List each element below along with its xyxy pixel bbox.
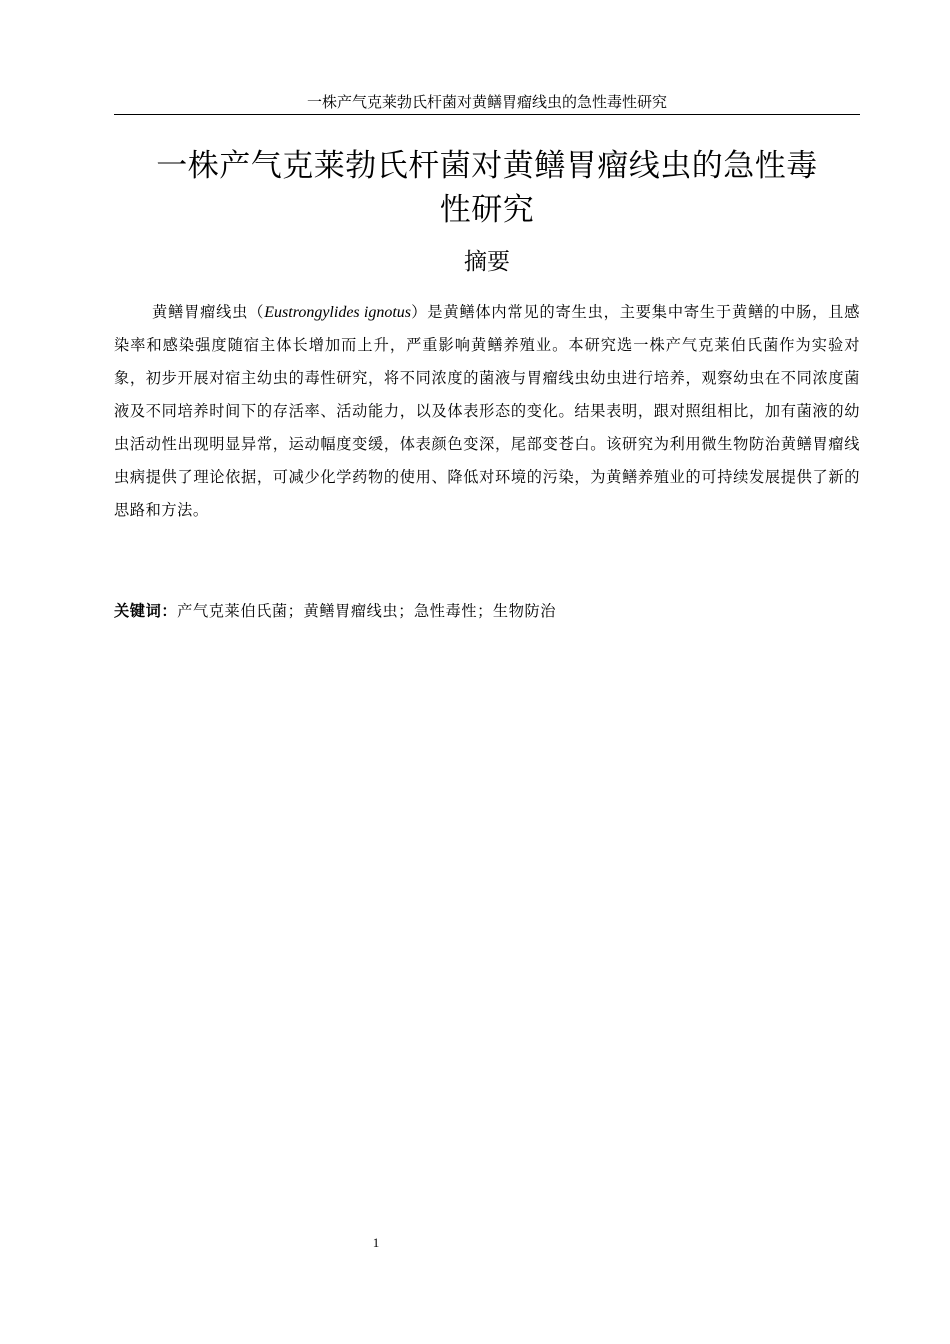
keywords-colon: ： [161,602,178,620]
abstract-text-part-2: ）是黄鳝体内常见的寄生虫，主要集中寄生于黄鳝的中肠，且感染率和感染强度随宿主体长增加而上升，严重影响黄鳝养殖业。本研究选一株产气克莱伯氏菌作为实验对象，初步开展对宿主幼虫的毒性研究，将不同浓度的菌液与胃瘤线虫幼虫进行培养，观察幼虫在不同浓度菌液及不同培养时间下的存活率、活动能力，以及体表形态的变化。结果表明，跟对照组相比，加有菌液的幼虫活动性出现明显异常，运动幅度变缓，体表颜色变深，尾部变苍白。该研究为利用微生物防治黄鳝胃瘤线虫病提供了理论依据，可减少化学药物的使用、降低对环境的污染，为黄鳝养殖业的可持续发展提供了新的思路和方法。 [114,303,860,519]
abstract-text-part-1: 黄鳝胃瘤线虫（ [152,303,265,321]
document-title-line-1: 一株产气克莱勃氏杆菌对黄鳝胃瘤线虫的急性毒 [156,148,818,184]
document-title-line-2: 性研究 [439,192,535,228]
species-latin-name: Eustrongylides ignotus [264,304,412,321]
page-number: 1 [372,1235,380,1250]
abstract-paragraph [114,296,860,527]
document-title [114,144,860,232]
abstract-heading: 摘要 [464,249,510,275]
keywords-line [114,598,860,624]
running-header: 一株产气克莱勃氏杆菌对黄鳝胃瘤线虫的急性毒性研究 [114,92,860,115]
keywords-text: 产气克莱伯氏菌；黄鳝胃瘤线虫；急性毒性；生物防治 [177,602,557,620]
keywords-label: 关键词 [114,602,162,620]
